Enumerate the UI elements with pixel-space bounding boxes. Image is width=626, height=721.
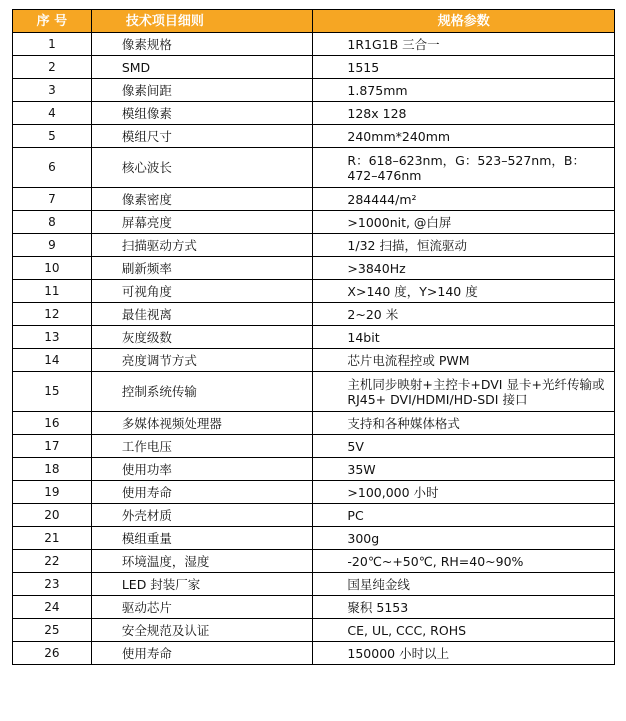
- row-value: -20℃~+50℃, RH=40~90%: [313, 550, 615, 573]
- row-value: >3840Hz: [313, 257, 615, 280]
- row-no: 19: [13, 481, 92, 504]
- row-no: 23: [13, 573, 92, 596]
- spec-table: [12, 9, 615, 665]
- row-value: X>140 度，Y>140 度: [313, 280, 615, 303]
- table-row: [13, 148, 615, 188]
- row-value: >100,000 小时: [313, 481, 615, 504]
- row-item: 环境温度，湿度: [91, 550, 313, 573]
- row-value: CE, UL, CCC, ROHS: [313, 619, 615, 642]
- table-row: [13, 33, 615, 56]
- table-row: [13, 349, 615, 372]
- row-item: 外壳材质: [91, 504, 313, 527]
- row-value: 284444/m²: [313, 188, 615, 211]
- table-row: [13, 79, 615, 102]
- row-value: 5V: [313, 435, 615, 458]
- row-item: 屏幕亮度: [91, 211, 313, 234]
- row-no: 8: [13, 211, 92, 234]
- row-item: 工作电压: [91, 435, 313, 458]
- row-value: R：618–623nm，G：523–527nm，B：472–476nm: [313, 148, 615, 188]
- row-value: 1.875mm: [313, 79, 615, 102]
- row-value: 128x 128: [313, 102, 615, 125]
- row-no: 20: [13, 504, 92, 527]
- table-row: [13, 550, 615, 573]
- row-no: 7: [13, 188, 92, 211]
- row-no: 4: [13, 102, 92, 125]
- row-item: 核心波长: [91, 148, 313, 188]
- row-item: 灰度级数: [91, 326, 313, 349]
- row-no: 10: [13, 257, 92, 280]
- row-item: 像素间距: [91, 79, 313, 102]
- row-no: 26: [13, 642, 92, 665]
- row-value: 14bit: [313, 326, 615, 349]
- row-item: 驱动芯片: [91, 596, 313, 619]
- row-no: 5: [13, 125, 92, 148]
- table-row: [13, 573, 615, 596]
- row-no: 12: [13, 303, 92, 326]
- header-value: 规格参数: [313, 10, 615, 33]
- row-value: 主机同步映射+主控卡+DVI 显卡+光纤传输或 RJ45+ DVI/HDMI/HD-SDI 接口: [313, 372, 615, 412]
- table-row: [13, 188, 615, 211]
- row-no: 1: [13, 33, 92, 56]
- table-row: [13, 326, 615, 349]
- row-item: LED 封装厂家: [91, 573, 313, 596]
- row-value: 芯片电流程控或 PWM: [313, 349, 615, 372]
- table-row: [13, 257, 615, 280]
- row-value: 支持和各种媒体格式: [313, 412, 615, 435]
- table-row: [13, 412, 615, 435]
- table-row: [13, 372, 615, 412]
- row-value: 2~20 米: [313, 303, 615, 326]
- table-row: [13, 619, 615, 642]
- row-item: 多媒体视频处理器: [91, 412, 313, 435]
- row-value: 1R1G1B 三合一: [313, 33, 615, 56]
- row-no: 25: [13, 619, 92, 642]
- row-no: 21: [13, 527, 92, 550]
- row-value: PC: [313, 504, 615, 527]
- table-row: [13, 458, 615, 481]
- row-value: 35W: [313, 458, 615, 481]
- row-item: 扫描驱动方式: [91, 234, 313, 257]
- row-item: 最佳视离: [91, 303, 313, 326]
- row-item: 像素密度: [91, 188, 313, 211]
- table-row: [13, 125, 615, 148]
- row-no: 3: [13, 79, 92, 102]
- row-item: 像素规格: [91, 33, 313, 56]
- row-value: 1515: [313, 56, 615, 79]
- row-item: 模组像素: [91, 102, 313, 125]
- table-row: [13, 504, 615, 527]
- row-no: 22: [13, 550, 92, 573]
- row-item: 亮度调节方式: [91, 349, 313, 372]
- row-value: >1000nit, @白屏: [313, 211, 615, 234]
- row-no: 13: [13, 326, 92, 349]
- row-no: 18: [13, 458, 92, 481]
- row-value: 1/32 扫描，恒流驱动: [313, 234, 615, 257]
- table-row: [13, 596, 615, 619]
- row-item: 使用功率: [91, 458, 313, 481]
- table-row: [13, 234, 615, 257]
- row-item: SMD: [91, 56, 313, 79]
- row-item: 使用寿命: [91, 481, 313, 504]
- table-row: [13, 56, 615, 79]
- table-row: [13, 481, 615, 504]
- row-item: 安全规范及认证: [91, 619, 313, 642]
- row-no: 14: [13, 349, 92, 372]
- table-row: [13, 435, 615, 458]
- row-item: 模组尺寸: [91, 125, 313, 148]
- table-row: [13, 211, 615, 234]
- table-header-row: [13, 10, 615, 33]
- row-no: 15: [13, 372, 92, 412]
- table-row: [13, 527, 615, 550]
- row-value: 150000 小时以上: [313, 642, 615, 665]
- row-no: 17: [13, 435, 92, 458]
- row-item: 模组重量: [91, 527, 313, 550]
- table-row: [13, 280, 615, 303]
- row-no: 11: [13, 280, 92, 303]
- row-value: 240mm*240mm: [313, 125, 615, 148]
- header-item: 技术项目细则: [91, 10, 313, 33]
- row-no: 24: [13, 596, 92, 619]
- row-no: 6: [13, 148, 92, 188]
- row-no: 16: [13, 412, 92, 435]
- row-no: 9: [13, 234, 92, 257]
- row-value: 国星纯金线: [313, 573, 615, 596]
- row-item: 可视角度: [91, 280, 313, 303]
- table-row: [13, 102, 615, 125]
- row-value: 聚积 5153: [313, 596, 615, 619]
- table-row: [13, 303, 615, 326]
- row-value: 300g: [313, 527, 615, 550]
- table-row: [13, 642, 615, 665]
- header-no: 序 号: [13, 10, 92, 33]
- row-no: 2: [13, 56, 92, 79]
- row-item: 刷新频率: [91, 257, 313, 280]
- row-item: 使用寿命: [91, 642, 313, 665]
- row-item: 控制系统传输: [91, 372, 313, 412]
